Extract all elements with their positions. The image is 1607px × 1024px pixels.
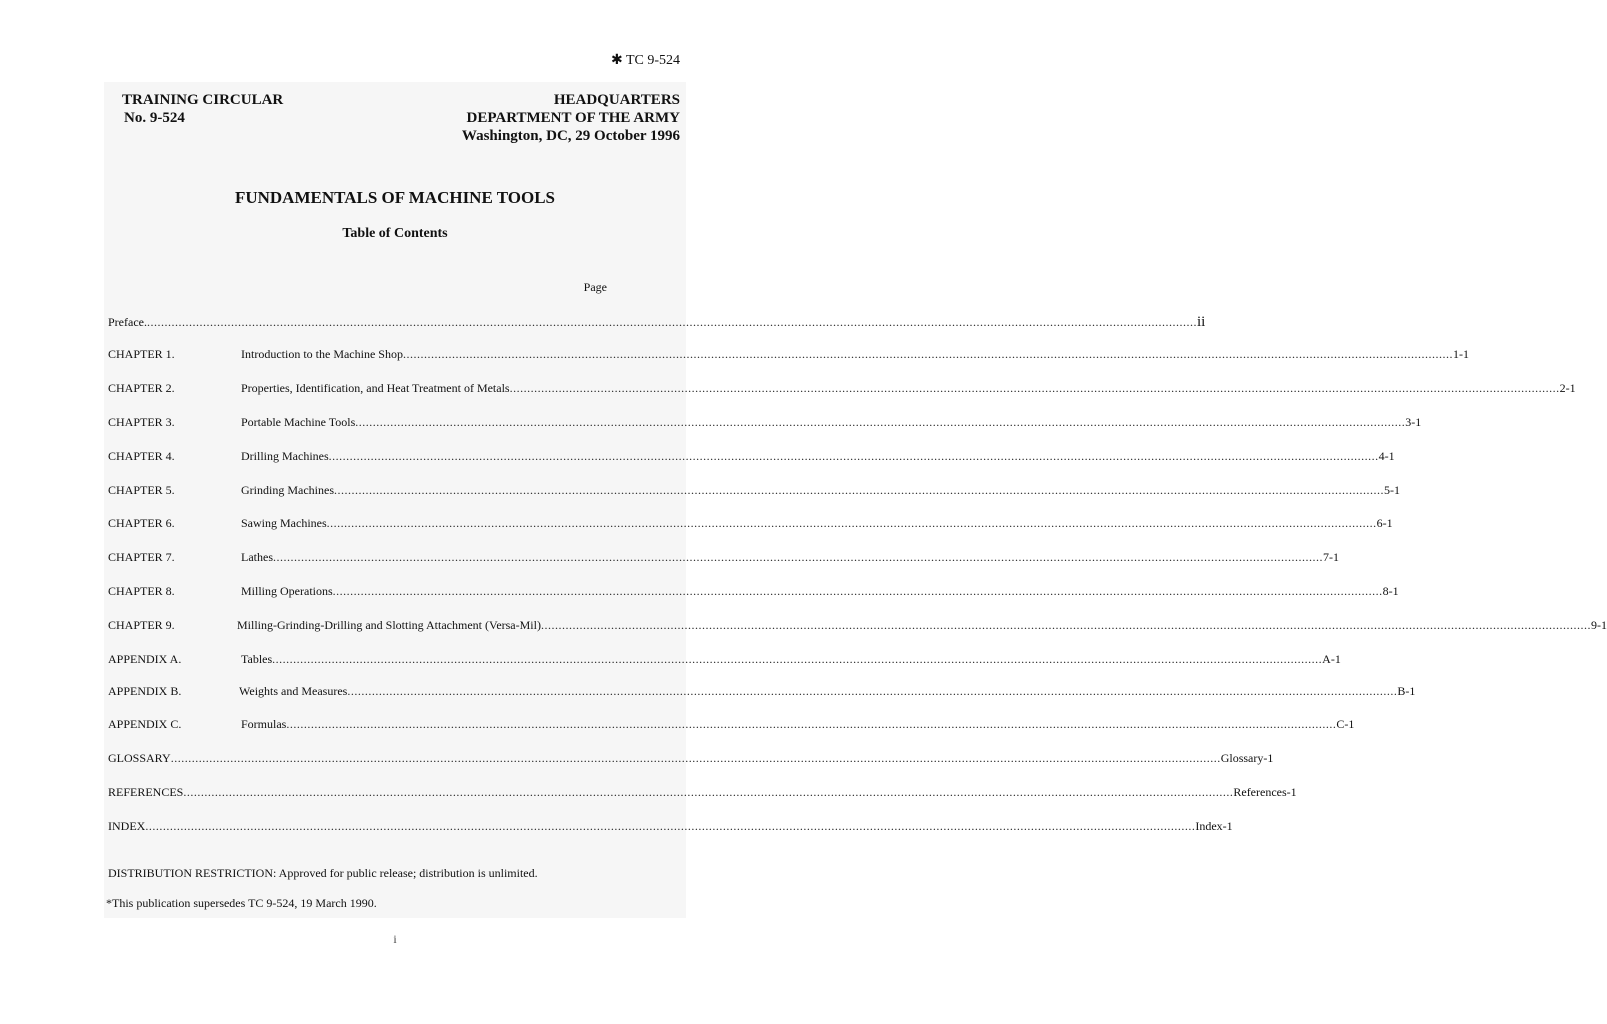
toc-entry-title: Lathes (241, 550, 273, 564)
toc-entry (241, 550, 1339, 565)
toc-entry (241, 483, 1400, 498)
document-id: ✱ TC 9-524 (610, 53, 680, 68)
location-date: Washington, DC, 29 October 1996 (461, 128, 680, 144)
toc-entry-title: Grinding Machines (241, 483, 334, 497)
toc-entry-title: Formulas (241, 717, 287, 731)
toc-entry-title: Milling-Grinding-Drilling and Slotting Attachment (Versa-Mil) (237, 618, 541, 632)
training-circular-label: TRAINING CIRCULAR (122, 92, 284, 108)
toc-dot-leader: ............................................................................................................................................................................................................................................................................................................ (328, 449, 1379, 463)
page-column-label: Page (583, 280, 607, 294)
toc-entry-page: 4-1 (1378, 449, 1395, 463)
toc-entry-label: APPENDIX B. (108, 684, 182, 698)
toc-entry (237, 618, 1607, 633)
toc-entry-title: GLOSSARY (108, 751, 171, 765)
toc-entry-label: APPENDIX C. (108, 717, 182, 731)
document-title: FUNDAMENTALS OF MACHINE TOOLS (234, 188, 556, 207)
toc-entry-label: APPENDIX A. (108, 652, 182, 666)
toc-entry-label: CHAPTER 1. (108, 347, 175, 361)
header-left-block (122, 91, 283, 127)
toc-entry-title: Sawing Machines (241, 516, 327, 530)
toc-entry-page: 9-1 (1590, 618, 1607, 632)
toc-entry-title: Properties, Identification, and Heat Treatment of Metals (241, 381, 510, 395)
toc-dot-leader: ............................................................................................................................................................................................................................................................................................................ (509, 381, 1560, 395)
toc-entry-title: REFERENCES (108, 785, 184, 799)
header-right-block (462, 91, 680, 145)
toc-dot-leader: ............................................................................................................................................................................................................................................................................................................ (332, 584, 1383, 598)
distribution-restriction: DISTRIBUTION RESTRICTION: Approved for public release; distribution is unlimited. (108, 866, 538, 880)
toc-entry (108, 819, 1233, 834)
toc-entry (108, 785, 1297, 800)
toc-entry-label: CHAPTER 6. (108, 516, 175, 530)
toc-entry (241, 449, 1395, 464)
toc-entry-label: CHAPTER 3. (108, 415, 175, 429)
toc-entry-page: 1-1 (1452, 347, 1469, 361)
toc-entry (241, 415, 1422, 430)
toc-entry-page: 7-1 (1323, 550, 1339, 564)
toc-dot-leader: ............................................................................................................................................................................................................................................................................................................ (540, 618, 1591, 632)
toc-entry (241, 516, 1393, 531)
toc-dot-leader: ............................................................................................................................................................................................................................................................................................................ (273, 550, 1323, 564)
toc-entry (108, 314, 1206, 331)
toc-entry-label: CHAPTER 4. (108, 449, 175, 463)
toc-dot-leader: ............................................................................................................................................................................................................................................................................................................ (347, 684, 1398, 698)
toc-entry-page: B-1 (1397, 684, 1416, 698)
toc-entry (239, 684, 1416, 699)
toc-entry-page: A-1 (1322, 652, 1341, 666)
toc-heading: Table of Contents (342, 226, 448, 241)
toc-entry-page: ii (1196, 314, 1206, 330)
toc-entry-title: Milling Operations (241, 584, 333, 598)
toc-entry (241, 717, 1355, 732)
toc-entry-title: INDEX (108, 819, 146, 833)
toc-entry (241, 652, 1341, 667)
toc-entry-title: Drilling Machines (241, 449, 329, 463)
toc-entry-label: CHAPTER 9. (108, 618, 175, 632)
toc-entry (241, 347, 1469, 362)
toc-entry-label: CHAPTER 7. (108, 550, 175, 564)
page-number: i (393, 932, 397, 946)
toc-dot-leader: ............................................................................................................................................................................................................................................................................................................ (333, 483, 1384, 497)
headquarters-label: HEADQUARTERS (553, 92, 680, 108)
toc-entry-title: Tables (241, 652, 273, 666)
toc-entry (241, 584, 1399, 599)
toc-entry-page: 3-1 (1405, 415, 1422, 429)
toc-entry-title: Preface. (108, 315, 147, 329)
toc-entry-page: Glossary-1 (1220, 751, 1274, 765)
toc-entry-label: CHAPTER 8. (108, 584, 175, 598)
toc-entry-page: 5-1 (1383, 483, 1400, 497)
toc-entry-title: Portable Machine Tools (241, 415, 356, 429)
toc-dot-leader: ............................................................................................................................................................................................................................................................................................................ (272, 652, 1323, 666)
toc-entry-label: CHAPTER 5. (108, 483, 175, 497)
toc-dot-leader: ............................................................................................................................................................................................................................................................................................................ (326, 516, 1377, 530)
toc-entry-title: Introduction to the Machine Shop (241, 347, 403, 361)
toc-entry-page: References-1 (1233, 785, 1297, 799)
toc-dot-leader: ............................................................................................................................................................................................................................................................................................................ (355, 415, 1406, 429)
toc-entry-page: 8-1 (1382, 584, 1399, 598)
supersedes-note: *This publication supersedes TC 9-524, 19 March 1990. (106, 896, 377, 910)
circular-number: No. 9-524 (124, 110, 185, 126)
toc-entry-page: Index-1 (1195, 819, 1233, 833)
toc-entry-label: CHAPTER 2. (108, 381, 175, 395)
toc-dot-leader: ............................................................................................................................................................................................................................................................................................................ (170, 751, 1221, 765)
toc-dot-leader: ............................................................................................................................................................................................................................................................................................................ (145, 819, 1196, 833)
toc-entry (108, 751, 1274, 766)
toc-entry-page: C-1 (1336, 717, 1355, 731)
toc-entry-title: Weights and Measures (239, 684, 348, 698)
toc-dot-leader: ............................................................................................................................................................................................................................................................................................................ (146, 315, 1197, 329)
department-label: DEPARTMENT OF THE ARMY (466, 110, 680, 126)
toc-entry-page: 6-1 (1376, 516, 1393, 530)
toc-dot-leader: ............................................................................................................................................................................................................................................................................................................ (286, 717, 1337, 731)
toc-dot-leader: ............................................................................................................................................................................................................................................................................................................ (183, 785, 1234, 799)
toc-dot-leader: ............................................................................................................................................................................................................................................................................................................ (402, 347, 1453, 361)
toc-entry (241, 381, 1576, 396)
toc-entry-page: 2-1 (1559, 381, 1576, 395)
